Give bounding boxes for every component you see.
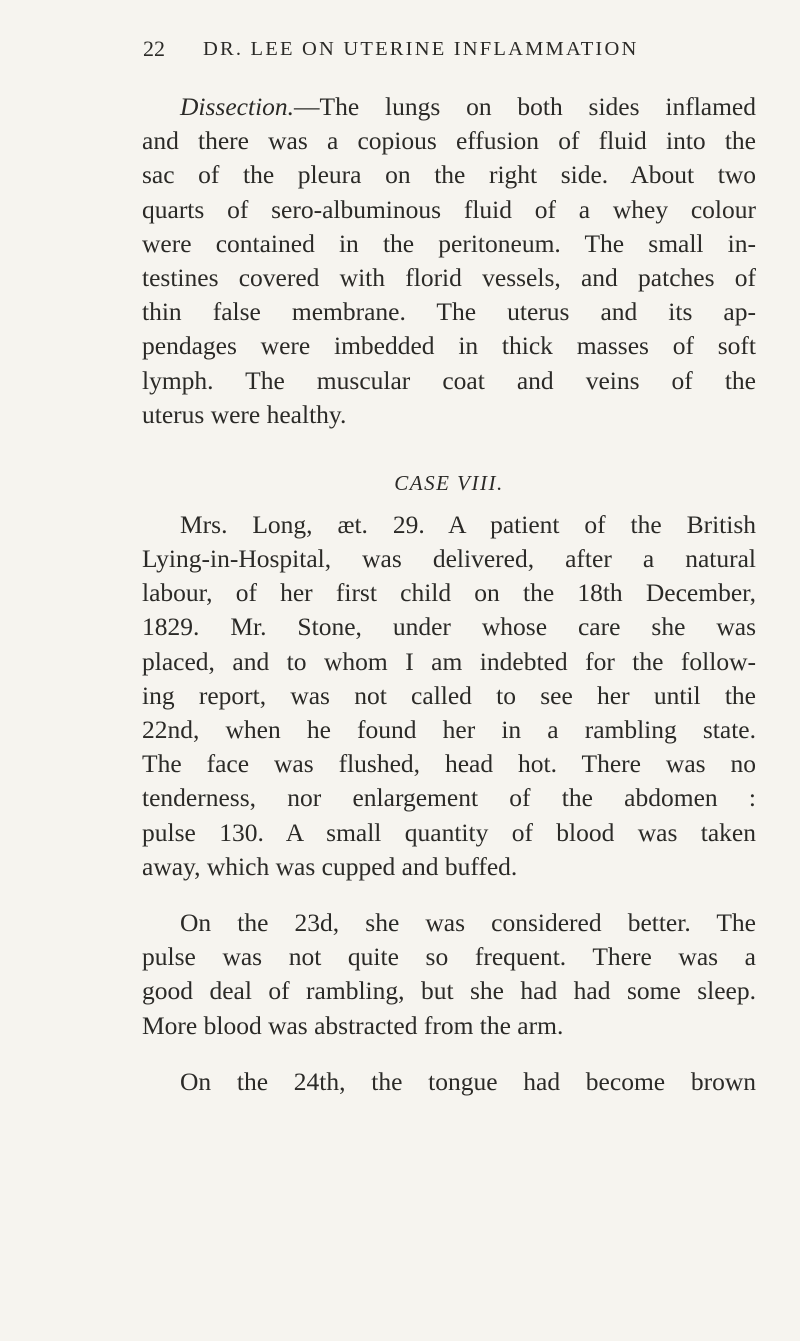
- text-line: The face was flushed, head hot. There was no: [142, 749, 756, 779]
- text-line: 22nd, when he found her in a rambling state.: [142, 715, 756, 744]
- paragraph-dissection: [142, 90, 756, 432]
- text-line: uterus were healthy.: [142, 399, 347, 429]
- text-line: On the 23d, she was considered better. The: [180, 907, 756, 937]
- page-body: [142, 90, 756, 1099]
- text-line: pulse was not quite so frequent. There was a: [142, 942, 756, 972]
- text-line: sac of the pleura on the right side. About two: [142, 160, 756, 190]
- text-line: good deal of rambling, but she had had some sleep.: [142, 976, 756, 1006]
- text-line: placed, and to whom I am indebted for the follow-: [142, 646, 756, 676]
- text-line: 1829. Mr. Stone, under whose care she was: [142, 612, 756, 642]
- text-line: thin false membrane. The uterus and its ap-: [142, 297, 756, 327]
- text-line: Dissection.—The lungs on both sides inflamed: [180, 92, 756, 121]
- text-line: On the 24th, the tongue had become brown: [180, 1066, 756, 1096]
- text-line: More blood was abstracted from the arm.: [142, 1010, 564, 1040]
- text-line: tenderness, nor enlargement of the abdomen :: [142, 783, 756, 813]
- case-heading: CASE VIII.: [394, 470, 504, 495]
- page-number: 22: [143, 36, 165, 61]
- text-line: ing report, was not called to see her until the: [142, 680, 756, 710]
- paragraph-24th: [142, 1065, 756, 1099]
- text-line: Mrs. Long, æt. 29. A patient of the British: [180, 509, 756, 539]
- text-line: lymph. The muscular coat and veins of the: [142, 365, 756, 395]
- paragraph-spacer: [142, 1043, 756, 1065]
- running-head: DR. LEE ON UTERINE INFLAMMATION: [203, 38, 639, 60]
- text-line: pulse 130. A small quantity of blood was taken: [142, 817, 756, 847]
- page-header: [143, 36, 763, 76]
- text-line: away, which was cupped and buffed.: [142, 851, 518, 881]
- text-line: quarts of sero-albuminous fluid of a whey colour: [142, 194, 756, 224]
- text-line: and there was a copious effusion of fluid into the: [142, 126, 756, 156]
- text-line: testines covered with florid vessels, and patches of: [142, 262, 756, 292]
- text-line: were contained in the peritoneum. The small in-: [142, 228, 756, 258]
- dissection-lead: Dissection.: [180, 92, 295, 121]
- paragraph-case-report: [142, 508, 756, 884]
- text-line: Lying-in-Hospital, was delivered, after a natural: [142, 544, 756, 574]
- text-line: labour, of her first child on the 18th December,: [142, 578, 756, 608]
- paragraph-spacer: [142, 884, 756, 906]
- text-line: pendages were imbedded in thick masses of soft: [142, 331, 756, 361]
- paragraph-23d: [142, 906, 756, 1043]
